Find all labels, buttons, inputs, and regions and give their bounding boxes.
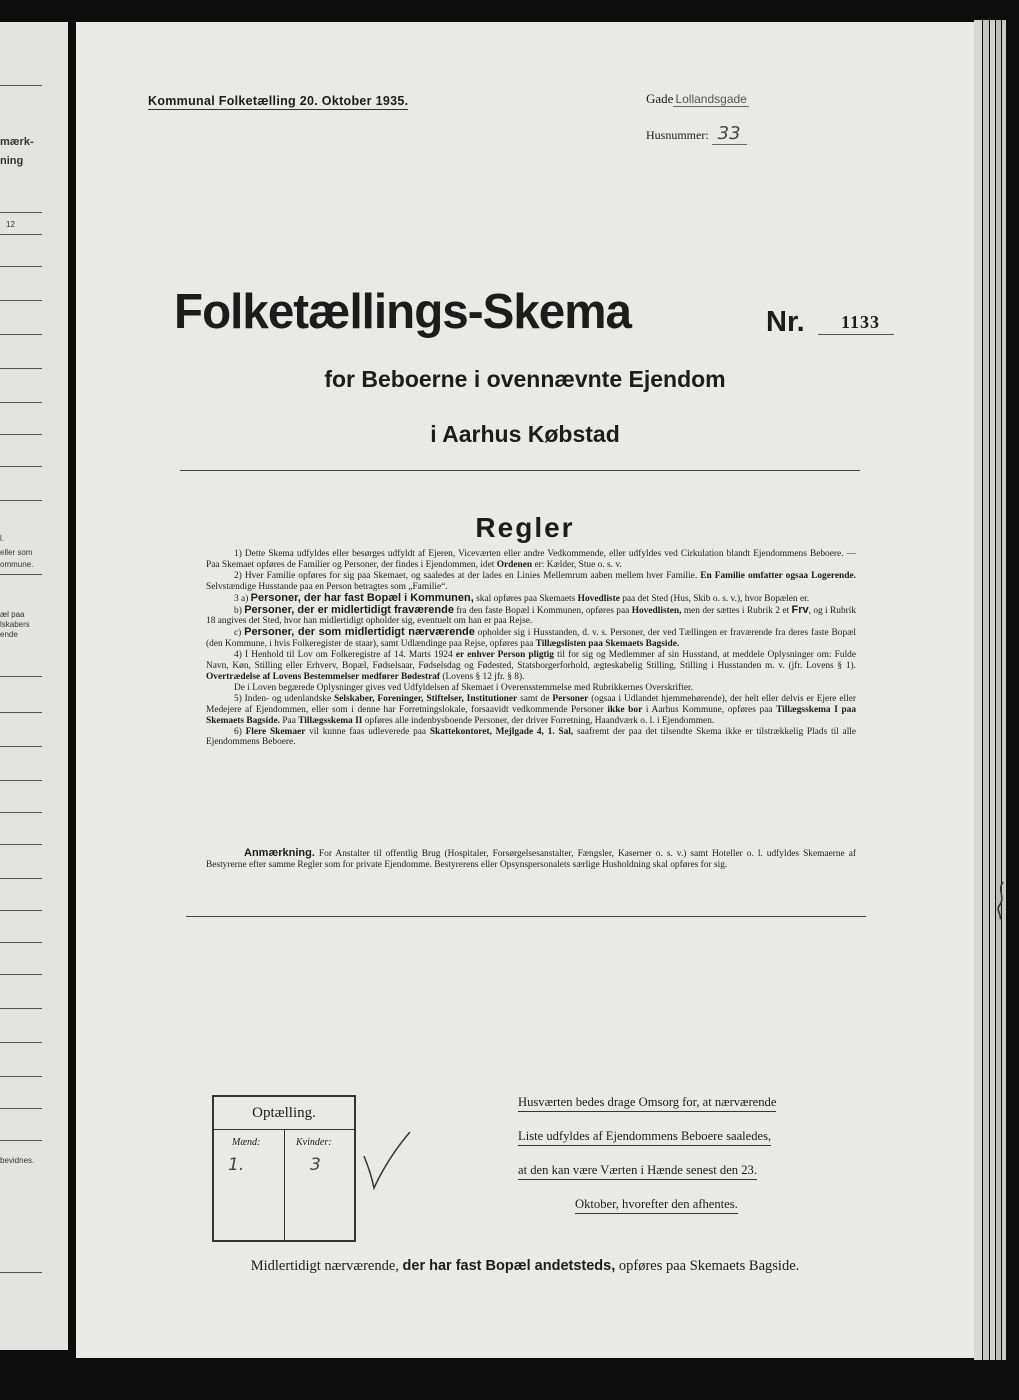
page-fragment: 12 [6, 220, 15, 229]
tally-box [212, 1095, 356, 1242]
rule [0, 334, 42, 335]
form-number-line [818, 334, 894, 335]
rule [0, 910, 42, 911]
page-edge [990, 20, 995, 1360]
rule [0, 212, 42, 213]
rule [0, 500, 42, 501]
rule-4: 4) I Henhold til Lov om Folkeregistre af 14. Marts 1924 er enhver Person pligtig til for sig og Medlemmer af sin Husstand, at meddele Oplysninger om: Fulde Navn, Køn, Stilling eller Erhverv, Bopæl, Fødselsaar, Fødselsdag og Fødested, Statsborgerforhold, ægteskabelig Stilling, Stilling i Husstanden m. v. (jfr. Lovens § 1). Overtrædelse af Lovens Bestemmelser medfører Bødestraf (Lovens § 12 jfr. § 8). [206, 650, 857, 682]
rule [0, 1042, 42, 1043]
house-number-value: 33 [712, 123, 747, 145]
rule-3a: 3 a) Personer, der har fast Bopæl i Kommunen, skal opføres paa Skemaets Hovedliste paa det Sted (Hus, Skib o. s. v.), hvor Bopælen er. [234, 591, 810, 604]
rule [0, 368, 42, 369]
rule [0, 1008, 42, 1009]
form-number-value: 1133 [841, 312, 881, 332]
notice-line: at den kan være Værten i Hænde senest den 23. [518, 1163, 757, 1180]
footer-note: Midlertidigt nærværende, der har fast Bopæl andetsteds, opføres paa Skemaets Bagside. [250, 1258, 800, 1274]
rules-text [206, 549, 856, 748]
rule-2: 2) Hver Familie opføres for sig paa Skemaet, og saaledes at der lades en Linies Mellemrum aaben mellem hver Familie. En Familie omfatter ogsaa Logerende. Selvstændige Husstande paa en Person betragtes som „Familie“. [206, 570, 856, 592]
page-fragment: l. [0, 534, 4, 543]
notice-line: Liste udfyldes af Ejendommens Beboere saaledes, [518, 1129, 771, 1146]
rule [0, 300, 42, 301]
rules-heading: Regler [475, 512, 575, 543]
form-subtitle: for Beboerne i ovennævnte Ejendom [324, 366, 726, 392]
rule [0, 434, 42, 435]
divider [180, 470, 860, 471]
form-number-label: Nr. [766, 306, 805, 338]
rule-4b: De i Loven begærede Oplysninger gives ved Udfyldelsen af Skemaet i Overensstemmelse med Rubrikkernes Overskrifter. [234, 682, 693, 693]
rule [0, 942, 42, 943]
margin-mark [994, 880, 1008, 920]
women-label: Kvinder: [296, 1137, 332, 1148]
page-edge [983, 20, 989, 1360]
house-number-field [646, 123, 747, 144]
street-label: Gade [646, 91, 674, 106]
rule [0, 676, 42, 677]
rule [0, 1108, 42, 1109]
form-subtitle-city: i Aarhus Købstad [430, 421, 620, 447]
rule [0, 85, 42, 86]
rule [0, 746, 42, 747]
page-edge [1002, 20, 1006, 1360]
rule [0, 234, 42, 235]
rule [0, 974, 42, 975]
rule [0, 1140, 42, 1141]
tally-title: Optælling. [214, 1097, 354, 1130]
men-count: 1. [228, 1155, 245, 1175]
rule [0, 1076, 42, 1077]
rule [0, 466, 42, 467]
page-edge [974, 20, 982, 1360]
street-field [646, 91, 749, 107]
page-fragment: æl paa [0, 610, 25, 619]
rule [0, 266, 42, 267]
rule-1: 1) Dette Skema udfyldes eller besørges udfyldt af Ejeren, Viceværten eller andre Vedkommende, eller udfyldes ved Cirkulation blandt Ejendommens Beboere. — Paa Skemaet opføres de Familier og Personer, der findes i Ejendommen, idet Ordenen er: Kælder, Stue o. s. v. [206, 549, 856, 570]
rule-3c: c) Personer, der som midlertidigt nærværende opholder sig i Husstanden, d. v. s. Personer, der ved Tællingen er fraværende fra deres faste Bopæl (den Kommune, i hvis Folkeregister de staar), samt Udlændinge paa Rejse, opføres paa Tillægslisten paa Skemaets Bagside. [206, 626, 857, 650]
rule-3b: b) Personer, der er midlertidigt fraværende fra den faste Bopæl i Kommunen, opføres paa Hovedlisten, men der sættes i Rubrik 2 et Frv, og i Rubrik 18 angives det Sted, hvor han midlertidigt opholder sig, eventuelt om han er paa Rejse. [206, 603, 857, 627]
notice-line: Oktober, hvorefter den afhentes. [575, 1197, 738, 1214]
rule [0, 878, 42, 879]
census-header: Kommunal Folketælling 20. Oktober 1935. [148, 94, 409, 108]
men-label: Mænd: [232, 1137, 261, 1148]
rule [0, 574, 42, 575]
left-adjacent-page [0, 22, 68, 1350]
page-edge [996, 20, 1001, 1360]
rule [0, 1272, 42, 1273]
page-fragment: ommune. [0, 560, 34, 569]
house-number-label: Husnummer: [646, 128, 709, 142]
remark-label: Anmærkning. [244, 847, 315, 859]
page-fragment: mærk- [0, 136, 34, 148]
page-fragment: eller som [0, 548, 33, 557]
rule-6: 6) Flere Skemaer vil kunne faas udleverede paa Skattekontoret, Mejlgade 4, 1. Sal, saafremt der paa det tilsendte Skema ikke er tilstrækkelig Plads til alle Ejendommens Beboere. [206, 726, 857, 748]
census-form-page [76, 22, 974, 1358]
page-fragment: ning [0, 155, 24, 167]
rule [0, 780, 42, 781]
divider [186, 916, 866, 917]
page-fragment: ende [0, 630, 18, 639]
street-value: Lollandsgade [675, 92, 747, 106]
form-title: Folketællings-Skema [174, 285, 632, 339]
rule-5: 5) Inden- og udenlandske Selskaber, Foreninger, Stiftelser, Institutioner samt de Personer (ogsaa i Udlandet hjemmehørende), der helt eller delvis er Ejere eller Medejere af Ejendommen, eller som i denne har Forretningslokale, forsaavidt vedkommende Personer ikke bor i Aarhus Kommune, opføres paa Tillægsskema I paa Skemaets Bagside. Paa Tillægsskema II opføres alle indenbysboende Personer, der driver Forretning, Haandværk o. l. i Ejendommen. [206, 693, 857, 726]
women-count: 3 [310, 1155, 321, 1175]
rule [0, 812, 42, 813]
tally-divider [284, 1130, 285, 1240]
notice-line: Husværten bedes drage Omsorg for, at nærværende [518, 1095, 776, 1112]
rule [0, 844, 42, 845]
rule [0, 712, 42, 713]
page-fragment: lskabers [0, 620, 30, 629]
page-fragment: bevidnes. [0, 1156, 35, 1165]
rule [0, 402, 42, 403]
remark-body: For Anstalter til offentlig Brug (Hospitaler, Forsørgelsesanstalter, Fængsler, Kaserner o. s. v.) samt Hoteller o. l. udfyldes Skemaerne af Bestyrerne efter samme Regler som for private Ejendomme. Bestyrerens eller Opsynspersonalets særlige Husholdning skal opføres for sig. [206, 849, 857, 870]
remark-text [206, 848, 856, 871]
checkmark-icon [362, 1130, 412, 1194]
